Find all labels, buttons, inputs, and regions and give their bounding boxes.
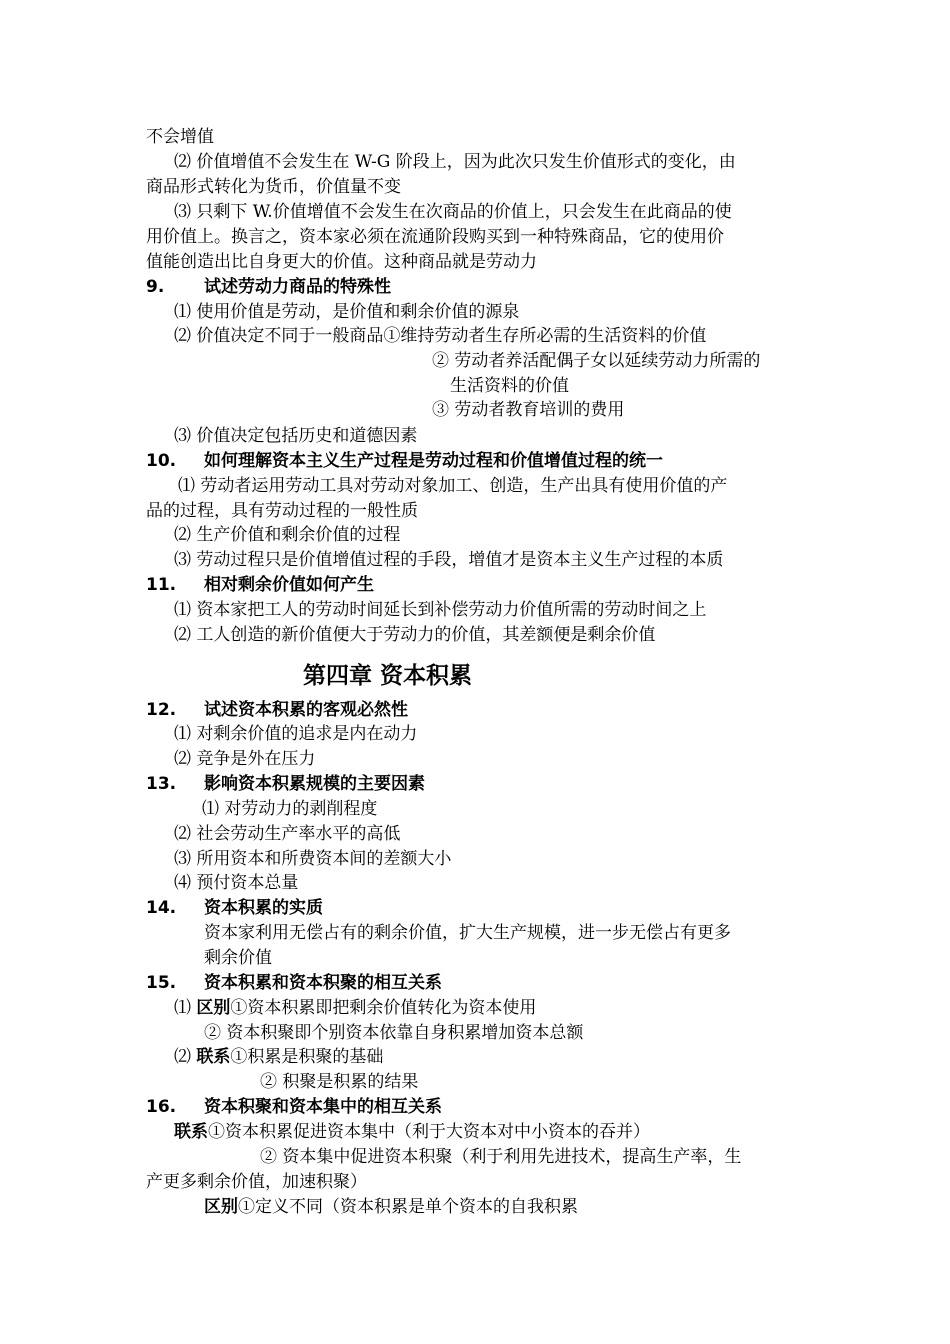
- list-item: ⑶ 价值决定包括历史和道德因素: [174, 426, 418, 446]
- item-keyword: 联系: [174, 1122, 208, 1142]
- item-keyword: 区别: [204, 1197, 238, 1217]
- question-title: 资本积聚和资本集中的相互关系: [204, 1097, 442, 1117]
- list-item: 剩余价值: [204, 948, 272, 968]
- list-item: ⑴ 对劳动力的剥削程度: [202, 799, 378, 819]
- text-line: 商品形式转化为货币，价值量不变: [146, 177, 401, 197]
- list-item: ⑵ 竞争是外在压力: [174, 749, 316, 769]
- list-item: ⑵ 生产价值和剩余价值的过程: [174, 525, 401, 545]
- list-item: ⑴ 使用价值是劳动，是价值和剩余价值的源泉: [174, 302, 520, 322]
- list-item: ⑴ 劳动者运用劳动工具对劳动对象加工、创造，生产出具有使用价值的产: [178, 476, 728, 496]
- list-item: [174, 1120, 650, 1144]
- question-number: 15.: [146, 973, 177, 993]
- question-heading: [146, 573, 374, 597]
- item-marker: ⑵: [174, 1047, 197, 1067]
- chapter-title: 第四章 资本积累: [303, 663, 473, 689]
- question-number: 10.: [146, 451, 177, 471]
- question-number: 11.: [146, 575, 177, 595]
- question-title: 资本积累和资本积聚的相互关系: [204, 973, 442, 993]
- list-item: ② 资本集中促进资本积聚（利于利用先进技术，提高生产率，生: [260, 1147, 742, 1167]
- list-item: ⑵ 工人创造的新价值便大于劳动力的价值，其差额便是剩余价值: [174, 625, 656, 645]
- text-line: 不会增值: [146, 127, 214, 147]
- question-number: 9.: [146, 277, 165, 297]
- question-heading: [146, 971, 442, 995]
- question-heading: [146, 896, 323, 920]
- list-item: [174, 1045, 383, 1069]
- list-item: ⑵ 价值决定不同于一般商品①维持劳动者生存所必需的生活资料的价值: [174, 326, 707, 346]
- list-item: ② 积聚是积累的结果: [260, 1072, 419, 1092]
- question-heading: [146, 449, 663, 473]
- list-item: [204, 1195, 578, 1219]
- item-keyword: 区别: [196, 998, 231, 1018]
- list-item: ⑴ 对剩余价值的追求是内在动力: [174, 724, 418, 744]
- item-text: ①资本积累即把剩余价值转化为资本使用: [230, 998, 537, 1018]
- text-line: 用价值上。换言之，资本家必须在流通阶段购买到一种特殊商品，它的使用价: [146, 227, 724, 247]
- question-title: 试述劳动力商品的特殊性: [204, 277, 391, 297]
- list-item: ③ 劳动者教育培训的费用: [432, 400, 625, 420]
- question-title: 资本积累的实质: [204, 898, 323, 918]
- question-heading: [146, 1095, 442, 1119]
- question-title: 如何理解资本主义生产过程是劳动过程和价值增值过程的统一: [204, 451, 663, 471]
- list-item: ⑵ 社会劳动生产率水平的高低: [174, 824, 401, 844]
- list-item: [174, 996, 536, 1020]
- list-item: 资本家利用无偿占有的剩余价值，扩大生产规模，进一步无偿占有更多: [204, 923, 731, 943]
- question-title: 相对剩余价值如何产生: [204, 575, 374, 595]
- list-item: 品的过程，具有劳动过程的一般性质: [146, 501, 418, 521]
- item-text: ①积累是积聚的基础: [230, 1047, 384, 1067]
- question-number: 16.: [146, 1097, 177, 1117]
- question-heading: [146, 772, 425, 796]
- list-item: ⑷ 预付资本总量: [174, 873, 299, 893]
- question-number: 14.: [146, 898, 177, 918]
- question-title: 试述资本积累的客观必然性: [204, 700, 408, 720]
- list-item: ⑶ 劳动过程只是价值增值过程的手段，增值才是资本主义生产过程的本质: [174, 550, 724, 570]
- list-item: 生活资料的价值: [450, 376, 569, 396]
- list-item: ⑴ 资本家把工人的劳动时间延长到补偿劳动力价值所需的劳动时间之上: [174, 600, 707, 620]
- question-heading: [146, 275, 391, 299]
- list-item: ② 资本积聚即个别资本依靠自身积累增加资本总额: [204, 1023, 584, 1043]
- item-marker: ⑴: [174, 998, 197, 1018]
- question-title: 影响资本积累规模的主要因素: [204, 774, 425, 794]
- question-number: 13.: [146, 774, 177, 794]
- list-item: 产更多剩余价值，加速积聚）: [146, 1172, 367, 1192]
- list-item: ② 劳动者养活配偶子女以延续劳动力所需的: [432, 351, 761, 371]
- text-line: ⑵ 价值增值不会发生在 W-G 阶段上，因为此次只发生价值形式的变化，由: [174, 152, 736, 172]
- text-line: ⑶ 只剩下 W.价值增值不会发生在次商品的价值上，只会发生在此商品的使: [174, 202, 732, 222]
- list-item: ⑶ 所用资本和所费资本间的差额大小: [174, 849, 452, 869]
- item-text: ①定义不同（资本积累是单个资本的自我积累: [238, 1197, 578, 1217]
- question-heading: [146, 698, 408, 722]
- text-line: 值能创造出比自身更大的价值。这种商品就是劳动力: [146, 252, 537, 272]
- question-number: 12.: [146, 700, 177, 720]
- item-text: ①资本积累促进资本集中（利于大资本对中小资本的吞并）: [208, 1122, 650, 1142]
- item-keyword: 联系: [196, 1047, 231, 1067]
